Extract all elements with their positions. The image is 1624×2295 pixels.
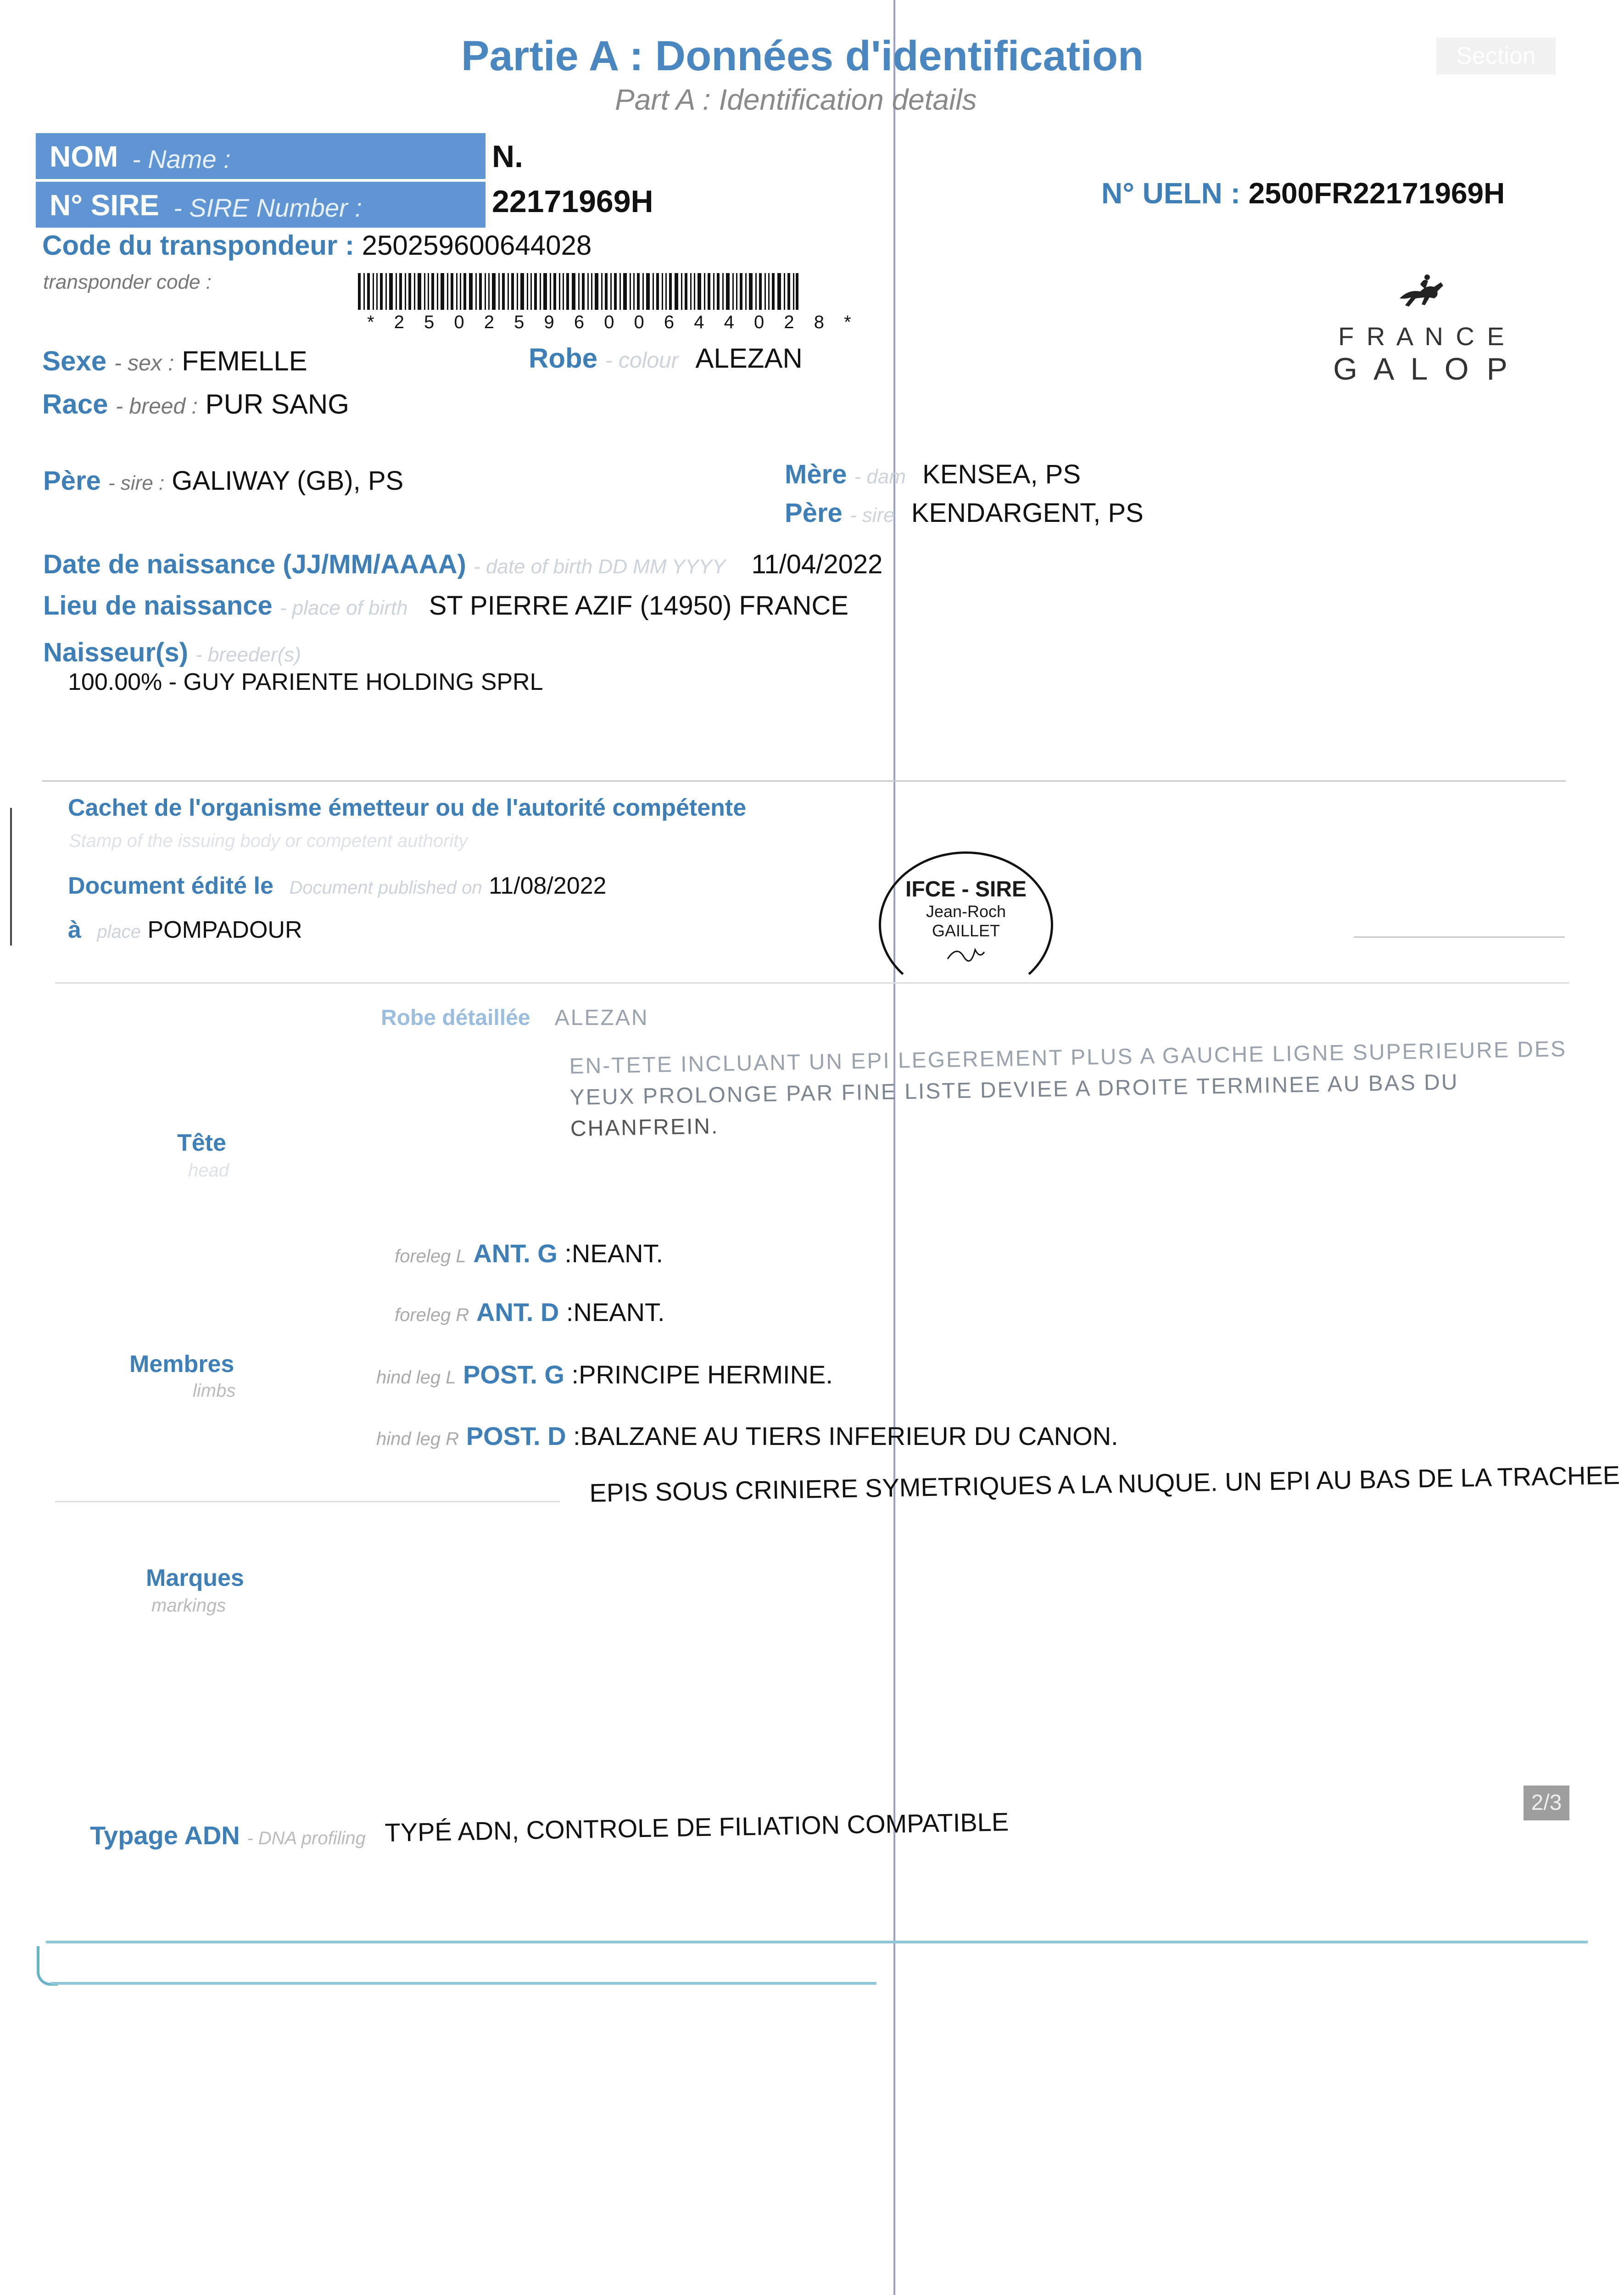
- transponder-label-en: transponder code :: [43, 271, 212, 293]
- name-band: [36, 133, 486, 179]
- head-text-line3: CHANFREIN.: [570, 1114, 719, 1141]
- france-galop-logo: [1312, 271, 1533, 390]
- dob-row: [43, 549, 882, 580]
- section-tab: Section: [1436, 38, 1556, 74]
- dna-value: TYPÉ ADN, CONTROLE DE FILIATION COMPATIBLE: [385, 1807, 1009, 1847]
- barcode-text: * 2 5 0 2 5 9 6 0 0 6 4 4 0 2 8 *: [367, 312, 859, 332]
- name-label: NOM: [50, 140, 118, 173]
- dam-value: KENSEA, PS: [922, 459, 1081, 489]
- sire-label-en: - SIRE Number :: [173, 193, 362, 222]
- leg-row-post-d: [376, 1421, 1118, 1451]
- leg-value: :NEANT.: [564, 1239, 664, 1268]
- name-value: N.: [492, 139, 523, 174]
- divider-4: [55, 1501, 560, 1502]
- sex-row: [42, 345, 307, 377]
- breed-label-en: - breed :: [116, 394, 198, 419]
- breeders-value: 100.00% - GUY PARIENTE HOLDING SPRL: [68, 669, 543, 695]
- breed-label: Race: [42, 389, 108, 420]
- fold-line: [893, 0, 895, 2295]
- leg-row-ant-g: [395, 1238, 663, 1268]
- leg-value: :NEANT.: [566, 1298, 665, 1327]
- breed-value: PUR SANG: [205, 389, 349, 420]
- markings-label: Marques: [146, 1565, 244, 1591]
- issuer-stamp-label-en: Stamp of the issuing body or competent authority: [69, 831, 468, 851]
- leg-label: ANT. G: [473, 1239, 558, 1268]
- head-label-en: head: [188, 1160, 229, 1181]
- markings-label-en: markings: [151, 1595, 226, 1616]
- stamp-surname: GAILLET: [932, 921, 1000, 940]
- damsire-label: Père: [785, 498, 843, 528]
- sire-value: 22171969H: [492, 184, 653, 219]
- colour-row: [529, 342, 803, 374]
- leg-row-ant-d: [395, 1297, 665, 1327]
- page-tab: 2/3: [1524, 1786, 1569, 1820]
- sex-label-en: - sex :: [114, 351, 174, 375]
- barcode: [358, 273, 798, 310]
- horse-jockey-icon: [1395, 271, 1450, 317]
- breeders-label: Naisseur(s): [43, 638, 188, 667]
- stamp-name: Jean-Roch: [926, 902, 1006, 921]
- dna-label: Typage ADN: [90, 1821, 240, 1850]
- breeders-label-en: - breeder(s): [195, 644, 301, 666]
- divider-2: [1354, 936, 1565, 938]
- colour-label-en: - colour: [605, 348, 679, 373]
- transponder-row: [42, 230, 592, 261]
- name-label-en: - Name :: [132, 145, 231, 174]
- leg-value: :BALZANE AU TIERS INFERIEUR DU CANON.: [573, 1422, 1118, 1450]
- sire-row: [43, 465, 403, 496]
- dna-label-en: - DNA profiling: [247, 1828, 366, 1848]
- edited-value: 11/08/2022: [489, 873, 607, 899]
- limbs-label: Membres: [129, 1351, 234, 1377]
- damsire-label-en: - sire: [849, 504, 895, 526]
- edited-label-en: Document published on: [289, 878, 482, 898]
- sire-band: [36, 182, 486, 228]
- robe-detail-value: ALEZAN: [554, 1006, 649, 1030]
- page-title: Partie A : Données d'identification: [461, 33, 1144, 79]
- bottom-frame-line: [50, 1982, 876, 1985]
- logo-line2: G A L O P: [1333, 352, 1512, 386]
- limbs-label-en: limbs: [193, 1381, 236, 1401]
- sire-value: GALIWAY (GB), PS: [172, 466, 404, 496]
- ueln-value: 2500FR22171969H: [1248, 177, 1505, 210]
- edited-label: Document édité le: [68, 873, 273, 899]
- pob-value: ST PIERRE AZIF (14950) FRANCE: [429, 591, 849, 621]
- bottom-border: [46, 1941, 1588, 1943]
- dob-value: 11/04/2022: [751, 549, 883, 579]
- issuer-stamp-label: Cachet de l'organisme émetteur ou de l'autorité compétente: [68, 795, 747, 821]
- barcode-graphic: [358, 273, 798, 310]
- divider-3: [55, 982, 1569, 984]
- dob-label-en: - date of birth DD MM YYYY: [473, 555, 726, 578]
- leg-value: :PRINCIPE HERMINE.: [571, 1360, 833, 1389]
- head-text-line1: EN-TETE INCLUANT UN EPI LEGEREMENT PLUS A GAUCHE LIGNE SUPERIEURE DES: [569, 1037, 1567, 1079]
- head-text-line2: YEUX PROLONGE PAR FINE LISTE DEVIEE A DROITE TERMINEE AU BAS DU: [569, 1070, 1459, 1110]
- colour-value: ALEZAN: [695, 343, 803, 374]
- pob-label: Lieu de naissance: [43, 591, 273, 621]
- page-subtitle: Part A : Identification details: [615, 83, 977, 116]
- dam-row: [785, 459, 1081, 490]
- stamp-title: IFCE - SIRE: [905, 877, 1027, 901]
- dob-label: Date de naissance (JJ/MM/AAAA): [43, 549, 466, 579]
- signature-icon: [938, 940, 993, 968]
- left-edge-mark: [10, 808, 12, 946]
- place-label: à: [68, 917, 81, 943]
- markings-text: EPIS SOUS CRINIERE SYMETRIQUES A LA NUQUE. UN EPI AU BAS DE LA TRACHEE: [589, 1460, 1620, 1507]
- head-description: [569, 1034, 1568, 1145]
- transponder-label: Code du transpondeur :: [42, 230, 354, 261]
- damsire-value: KENDARGENT, PS: [911, 498, 1144, 528]
- place-row: [68, 916, 302, 944]
- leg-label: ANT. D: [476, 1298, 559, 1327]
- sire-label: N° SIRE: [50, 189, 159, 222]
- logo-line1: F R A N C E: [1338, 322, 1507, 351]
- dna-row: [90, 1820, 366, 1850]
- transponder-value: 250259600644028: [362, 230, 592, 261]
- leg-label: POST. G: [463, 1360, 564, 1389]
- sex-value: FEMELLE: [182, 346, 307, 376]
- robe-detail-label: Robe détaillée: [381, 1006, 530, 1030]
- breeders-row: [43, 637, 301, 668]
- pob-label-en: - place of birth: [279, 597, 408, 619]
- colour-label: Robe: [529, 343, 597, 374]
- leg-en: foreleg R: [395, 1305, 469, 1325]
- ifce-stamp: [879, 851, 1053, 998]
- leg-label: POST. D: [466, 1422, 566, 1450]
- robe-detail-row: [381, 1005, 649, 1030]
- sire-label-en: - sire :: [108, 472, 165, 494]
- leg-en: hind leg L: [376, 1367, 456, 1388]
- dam-label-en: - dam: [854, 465, 906, 488]
- head-label: Tête: [177, 1130, 226, 1156]
- pob-row: [43, 590, 848, 621]
- leg-row-post-g: [376, 1360, 833, 1389]
- ueln: [1101, 176, 1505, 210]
- divider: [42, 780, 1566, 782]
- bottom-frame-curve: [37, 1946, 58, 1986]
- leg-en: hind leg R: [376, 1429, 459, 1449]
- place-value: POMPADOUR: [147, 917, 302, 943]
- sire-label: Père: [43, 466, 101, 496]
- ueln-label: N° UELN :: [1101, 177, 1240, 210]
- place-label-en: place: [97, 922, 141, 942]
- edited-row: [68, 872, 606, 900]
- damsire-row: [785, 498, 1144, 528]
- breed-row: [42, 388, 349, 420]
- dam-label: Mère: [785, 459, 847, 489]
- leg-en: foreleg L: [395, 1246, 466, 1266]
- sex-label: Sexe: [42, 346, 107, 376]
